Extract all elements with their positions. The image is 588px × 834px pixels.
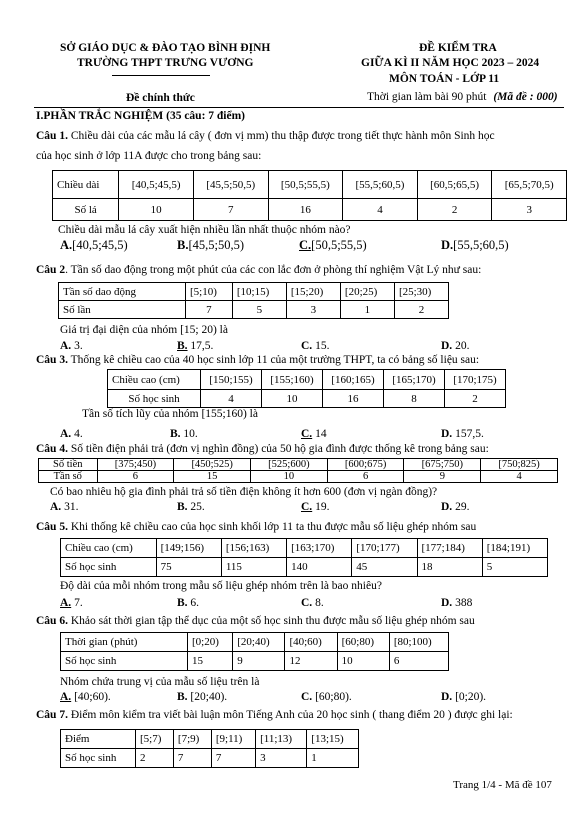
option-text: 17,5. <box>190 340 214 352</box>
table-cell: [80;100) <box>389 633 448 652</box>
q5-option-a <box>60 597 83 609</box>
q2-label: Câu 2 <box>36 264 66 276</box>
option-letter: D. <box>441 238 454 252</box>
table-cell: 3 <box>286 301 340 319</box>
q2-option-a <box>60 340 83 352</box>
table-cell: 7 <box>211 749 255 768</box>
table-cell: [450;525) <box>174 459 251 471</box>
table-cell: Số lần <box>59 301 186 319</box>
q5-option-d <box>441 597 472 609</box>
option-letter: D. <box>441 428 453 440</box>
q2-table <box>58 282 449 319</box>
option-letter: A. <box>60 238 73 252</box>
q5-option-c <box>301 597 324 609</box>
exam-title: ĐỀ KIỂM TRA <box>419 42 497 54</box>
department-name: SỞ GIÁO DỤC & ĐÀO TẠO BÌNH ĐỊNH <box>60 42 271 54</box>
table-cell: 10 <box>119 199 194 221</box>
table-cell: [165;170) <box>384 370 445 390</box>
table-cell: 140 <box>287 558 352 577</box>
school-name: TRƯỜNG THPT TRƯNG VƯƠNG <box>77 57 254 69</box>
exam-duration: Thời gian làm bài 90 phút <box>367 91 487 103</box>
table-cell: Tần số dao động <box>59 283 186 301</box>
q1-label: Câu 1. <box>36 130 68 142</box>
q4-prompt: Có bao nhiêu hộ gia đình phải trả số tiền điện không ít hơn 600 (đơn vị ngàn đồng)? <box>50 486 438 498</box>
option-letter: B. <box>177 340 188 352</box>
table-cell: 2 <box>136 749 174 768</box>
table-cell: [750;825) <box>481 459 558 471</box>
option-text: [55,5;60,5) <box>453 238 509 252</box>
option-letter: C. <box>299 238 312 252</box>
option-text: [40;60). <box>74 691 111 703</box>
table-cell: 2 <box>394 301 448 319</box>
table-cell: [525;600) <box>251 459 328 471</box>
option-letter: D. <box>441 340 453 352</box>
option-letter: A. <box>50 501 62 513</box>
table-cell: [40,5;45,5) <box>119 171 194 199</box>
table-cell: [11;13) <box>256 730 307 749</box>
q3-label: Câu 3. <box>36 354 68 366</box>
option-text: 3. <box>74 340 83 352</box>
option-text: 29. <box>455 501 470 513</box>
table-cell: Số lá <box>53 199 119 221</box>
q5-body: Khi thống kê chiều cao của học sinh khối lớp 11 ta thu được mẫu số liệu ghép nhóm sau <box>67 521 477 533</box>
q5-prompt: Độ dài của mỗi nhóm trong mẫu số liệu ghép nhóm trên là bao nhiêu? <box>60 580 382 592</box>
option-text: [20;40). <box>190 691 228 703</box>
table-cell: [60;80) <box>337 633 389 652</box>
q1-option-c <box>299 238 367 253</box>
table-cell: 10 <box>337 652 389 671</box>
table-cell: [160;165) <box>323 370 384 390</box>
option-text: 20. <box>455 340 470 352</box>
option-text: 6. <box>190 597 200 609</box>
table-cell: 1 <box>340 301 394 319</box>
table-cell: 3 <box>256 749 307 768</box>
table-cell: [50,5;55,5) <box>268 171 343 199</box>
table-cell: [156;163) <box>221 539 286 558</box>
q6-prompt: Nhóm chứa trung vị của mẫu số liệu trên là <box>60 676 260 688</box>
table-cell: [45,5;50,5) <box>193 171 268 199</box>
table-cell: Thời gian (phút) <box>61 633 188 652</box>
table-cell: [155;160) <box>262 370 323 390</box>
q6-option-d <box>441 691 486 703</box>
q6-option-a <box>60 691 111 703</box>
exam-code: (Mã đề : 000) <box>493 91 558 103</box>
q6-table <box>60 632 449 671</box>
table-cell: 9 <box>233 652 285 671</box>
exam-subject: MÔN TOÁN - LỚP 11 <box>389 73 500 85</box>
option-letter: C. <box>301 691 313 703</box>
option-text: 15. <box>315 340 330 352</box>
q4-label: Câu 4. <box>36 443 68 455</box>
q2-body: . Tần số dao động trong một phút của các con lắc đơn ở phòng thí nghiệm Vật Lý như sau: <box>65 264 482 276</box>
table-cell: Số học sinh <box>61 558 157 577</box>
q5-option-b <box>177 597 199 609</box>
table-cell: [25;30) <box>394 283 448 301</box>
table-cell: 12 <box>285 652 337 671</box>
q4-table <box>38 458 558 483</box>
option-letter: A. <box>60 428 72 440</box>
q2-option-c <box>301 340 329 352</box>
q6-option-c <box>301 691 352 703</box>
option-text: 157,5. <box>455 428 484 440</box>
q1-prompt: Chiều dài mẫu lá cây xuất hiện nhiều lần nhất thuộc nhóm nào? <box>58 224 351 236</box>
option-text: 7. <box>74 597 83 609</box>
table-cell: [170;175) <box>445 370 506 390</box>
q3-option-b <box>170 428 198 440</box>
q6-text <box>36 615 475 627</box>
option-text: 8. <box>315 597 324 609</box>
option-letter: A. <box>60 691 72 703</box>
q1-line2: của học sinh ở lớp 11A được cho trong bảng sau: <box>36 150 262 162</box>
table-cell: 75 <box>156 558 221 577</box>
table-cell: 10 <box>262 390 323 408</box>
table-cell: 6 <box>327 471 404 483</box>
q3-option-d <box>441 428 484 440</box>
option-text: 388 <box>455 597 473 609</box>
q3-option-a <box>60 428 83 440</box>
table-cell: [40;60) <box>285 633 337 652</box>
table-cell: [5;10) <box>186 283 233 301</box>
exam-term: GIỮA KÌ II NĂM HỌC 2023 – 2024 <box>361 57 540 69</box>
q2-text <box>36 264 481 276</box>
table-cell: Số học sinh <box>108 390 201 408</box>
option-text: 10. <box>183 428 198 440</box>
table-cell: Tần số <box>39 471 98 483</box>
option-text: [50,5;55,5) <box>311 238 367 252</box>
table-cell: 4 <box>201 390 262 408</box>
table-cell: 8 <box>384 390 445 408</box>
table-cell: 115 <box>221 558 286 577</box>
option-letter: B. <box>177 501 188 513</box>
option-letter: B. <box>177 691 188 703</box>
q3-body: Thống kê chiều cao của 40 học sinh lớp 11 của một trường THPT, ta có bảng số liệu sau: <box>67 354 480 366</box>
q3-prompt: Tần số tích lũy của nhóm [155;160) là <box>82 408 258 420</box>
page-divider <box>34 107 564 108</box>
table-cell: [7;9) <box>173 730 211 749</box>
exam-time <box>367 91 558 103</box>
q7-table <box>60 729 359 768</box>
table-cell: 45 <box>352 558 417 577</box>
q7-label: Câu 7. <box>36 709 68 721</box>
table-cell: 18 <box>417 558 482 577</box>
q7-body: Điểm môn kiểm tra viết bài luận môn Tiếng Anh của 20 học sinh ( thang điểm 20 ) được ghi lại: <box>67 709 513 721</box>
table-cell: 15 <box>188 652 233 671</box>
official-label: Đề chính thức <box>126 92 195 104</box>
q1-option-d <box>441 238 509 253</box>
q2-prompt: Giá trị đại diện của nhóm [15; 20) là <box>60 324 228 336</box>
q4-text <box>36 443 489 455</box>
table-cell: 7 <box>193 199 268 221</box>
table-cell: [163;170) <box>287 539 352 558</box>
table-cell: [10;15) <box>232 283 286 301</box>
table-cell: [600;675) <box>327 459 404 471</box>
table-cell: Số học sinh <box>61 749 136 768</box>
option-text: [45,5;50,5) <box>188 238 245 252</box>
table-cell: 2 <box>417 199 492 221</box>
table-cell: 16 <box>323 390 384 408</box>
q4-body: Số tiền điện phải trả (đơn vị nghìn đồng) của 50 hộ gia đình được thống kê trong bảng sau: <box>67 443 489 455</box>
table-cell: [55,5;60,5) <box>343 171 418 199</box>
section-title: I.PHẦN TRẮC NGHIỆM (35 câu: 7 điểm) <box>36 110 246 122</box>
table-cell: 5 <box>482 558 547 577</box>
q2-option-d <box>441 340 469 352</box>
q7-text <box>36 709 513 721</box>
q4-option-a <box>50 501 78 513</box>
option-letter: D. <box>441 501 453 513</box>
table-cell: 4 <box>343 199 418 221</box>
option-letter: C. <box>301 501 313 513</box>
table-cell: 2 <box>445 390 506 408</box>
option-letter: C. <box>301 428 313 440</box>
table-cell: 7 <box>173 749 211 768</box>
q4-option-d <box>441 501 469 513</box>
table-cell: [149;156) <box>156 539 221 558</box>
q2-option-b <box>177 340 213 352</box>
table-cell: 6 <box>389 652 448 671</box>
table-cell: [184;191) <box>482 539 547 558</box>
table-cell: Chiều cao (cm) <box>108 370 201 390</box>
q1-line1: Chiều dài của các mẫu lá cây ( đơn vị mm) thu thập được trong tiết thực hành môn Sinh học <box>67 130 495 142</box>
table-cell: Chiều cao (cm) <box>61 539 157 558</box>
table-cell: [65,5;70,5) <box>492 171 567 199</box>
option-letter: A. <box>60 340 72 352</box>
table-cell: [170;177) <box>352 539 417 558</box>
table-cell: [20;25) <box>340 283 394 301</box>
table-cell: [0;20) <box>188 633 233 652</box>
option-text: [60;80). <box>315 691 352 703</box>
q4-option-b <box>177 501 205 513</box>
option-text: 4. <box>74 428 83 440</box>
option-text: 25. <box>190 501 205 513</box>
table-cell: Số học sinh <box>61 652 188 671</box>
table-cell: Số tiền <box>39 459 98 471</box>
option-text: 19. <box>315 501 330 513</box>
table-cell: [15;20) <box>286 283 340 301</box>
option-letter: C. <box>301 597 313 609</box>
table-cell: [675;750) <box>404 459 481 471</box>
table-cell: [9;11) <box>211 730 255 749</box>
q3-text <box>36 354 479 366</box>
option-text: [40,5;45,5) <box>72 238 128 252</box>
table-cell: [20;40) <box>233 633 285 652</box>
table-cell: [13;15) <box>307 730 359 749</box>
q6-option-b <box>177 691 227 703</box>
table-cell: [60,5;65,5) <box>417 171 492 199</box>
table-cell: 5 <box>232 301 286 319</box>
option-letter: B. <box>177 238 189 252</box>
option-letter: D. <box>441 597 453 609</box>
table-cell: [177;184) <box>417 539 482 558</box>
q3-table <box>107 369 506 408</box>
q6-label: Câu 6. <box>36 615 68 627</box>
table-cell: 4 <box>481 471 558 483</box>
page-footer: Trang 1/4 - Mã đề 107 <box>453 779 552 791</box>
table-cell: 6 <box>97 471 174 483</box>
q5-label: Câu 5. <box>36 521 68 533</box>
table-cell: Chiều dài <box>53 171 119 199</box>
q5-table <box>60 538 548 577</box>
option-letter: D. <box>441 691 453 703</box>
table-cell: 7 <box>186 301 233 319</box>
q4-option-c <box>301 501 329 513</box>
q1-text <box>36 130 495 142</box>
table-cell: 3 <box>492 199 567 221</box>
q1-option-a <box>60 238 128 253</box>
table-cell: 1 <box>307 749 359 768</box>
option-letter: C. <box>301 340 313 352</box>
table-cell: 16 <box>268 199 343 221</box>
q1-table <box>52 170 567 221</box>
option-letter: A. <box>60 597 72 609</box>
option-text: [0;20). <box>455 691 487 703</box>
header-divider <box>112 75 210 76</box>
table-cell: Điểm <box>61 730 136 749</box>
table-cell: [375;450) <box>97 459 174 471</box>
table-cell: 10 <box>251 471 328 483</box>
table-cell: 9 <box>404 471 481 483</box>
option-text: 31. <box>64 501 79 513</box>
option-letter: B. <box>177 597 188 609</box>
option-text: 14 <box>315 428 327 440</box>
table-cell: [5;7) <box>136 730 174 749</box>
q5-text <box>36 521 476 533</box>
q3-option-c <box>301 428 327 440</box>
table-cell: 15 <box>174 471 251 483</box>
option-letter: B. <box>170 428 181 440</box>
table-cell: [150;155) <box>201 370 262 390</box>
q6-body: Khảo sát thời gian tập thể dục của một số học sinh thu được mẫu số liệu ghép nhóm sau <box>67 615 475 627</box>
q1-option-b <box>177 238 244 253</box>
